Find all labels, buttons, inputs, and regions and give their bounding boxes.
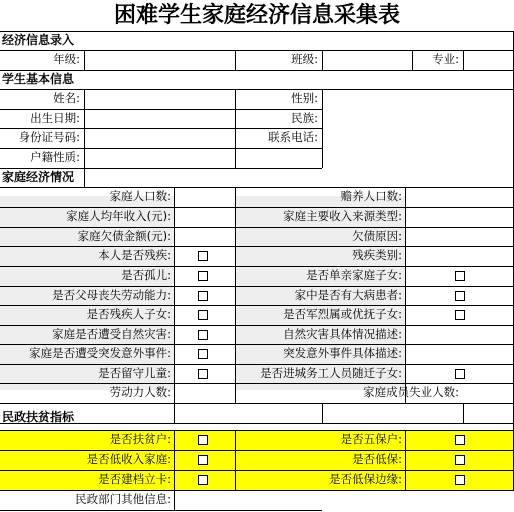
income-source-label: 家庭主要收入来源类型: (283, 209, 402, 223)
registered-card-label: 是否建档立卡: (98, 472, 171, 486)
phone-input[interactable] (323, 129, 513, 147)
id-number-label: 身份证号码: (18, 130, 80, 144)
disabled-child-checkbox[interactable] (198, 310, 208, 320)
disabled-child-label: 是否残疾人子女: (86, 307, 171, 321)
civil-other-label: 民政部门其他信息: (75, 492, 171, 506)
disabled-self-checkbox[interactable] (198, 251, 208, 261)
ethnicity-label: 民族: (291, 111, 318, 125)
min-living-edge-label: 是否低保边缘: (329, 472, 402, 486)
grade-label: 年级: (53, 52, 80, 66)
name-input[interactable] (85, 90, 234, 108)
serious-illness-checkbox[interactable] (455, 291, 465, 301)
martyr-label: 是否军烈属或优抚子女: (283, 307, 402, 321)
five-guarantee-label: 是否五保户: (340, 432, 402, 446)
min-living-checkbox[interactable] (455, 455, 465, 465)
single-parent-label: 是否单亲家庭子女: (306, 268, 402, 282)
name-label: 姓名: (53, 91, 80, 105)
accident-desc-label: 突发意外事件具体描述: (283, 346, 402, 360)
gender-input[interactable] (323, 90, 513, 108)
five-guarantee-checkbox[interactable] (455, 435, 465, 445)
natural-disaster-label: 家庭是否遭受自然灾害: (52, 327, 171, 341)
registered-card-checkbox[interactable] (198, 475, 208, 485)
section-civil-heading: 民政扶贫指标 (2, 410, 75, 424)
natural-disaster-checkbox[interactable] (198, 330, 208, 340)
form-title: 困难学生家庭经济信息采集表 (113, 2, 400, 28)
id-number-input[interactable] (85, 129, 234, 147)
poor-household-label: 是否扶贫户: (109, 432, 171, 446)
min-living-label: 是否低保: (352, 452, 402, 466)
debt-reason-label: 欠债原因: (352, 229, 402, 243)
low-income-label: 是否低收入家庭: (86, 452, 171, 466)
disaster-desc-label: 自然灾害具体情况描述: (283, 327, 402, 341)
grade-input[interactable] (85, 51, 234, 69)
migrant-child-label: 是否进城务工人员随迁子女: (260, 366, 402, 380)
parent-lost-ability-checkbox[interactable] (198, 291, 208, 301)
major-input[interactable] (464, 51, 512, 69)
population-label: 家庭人口数: (109, 189, 171, 203)
migrant-child-checkbox[interactable] (455, 369, 465, 379)
martyr-checkbox[interactable] (455, 310, 465, 320)
serious-illness-label: 家中是否有大病患者: (294, 288, 402, 302)
unemployed-count-label: 家庭成员失业人数: (363, 385, 459, 399)
disability-type-label: 残疾类别: (352, 248, 402, 262)
orphan-checkbox[interactable] (198, 271, 208, 281)
supported-label: 赡养人口数: (340, 189, 402, 203)
accident-checkbox[interactable] (198, 349, 208, 359)
disabled-self-label: 本人是否残疾: (98, 248, 171, 262)
household-input[interactable] (85, 149, 234, 167)
section-family-heading: 家庭经济情况 (2, 170, 75, 184)
parent-lost-ability-label: 是否父母丧失劳动能力: (52, 288, 171, 302)
birth-date-label: 出生日期: (30, 111, 80, 125)
left-behind-checkbox[interactable] (198, 369, 208, 379)
phone-label: 联系电话: (268, 130, 318, 144)
accident-label: 家庭是否遭受突发意外事件: (29, 346, 171, 360)
civil-other-input[interactable] (175, 491, 513, 509)
low-income-checkbox[interactable] (198, 455, 208, 465)
class-input[interactable] (323, 51, 411, 69)
gender-label: 性别: (291, 91, 318, 105)
section-basic-heading: 学生基本信息 (2, 72, 75, 86)
major-label: 专业: (432, 52, 459, 66)
poor-household-checkbox[interactable] (198, 435, 208, 445)
orphan-label: 是否孤儿: (121, 268, 171, 282)
left-behind-label: 是否留守儿童: (98, 366, 171, 380)
income-label: 家庭人均年收入(元): (66, 209, 171, 223)
debt-label: 家庭欠债金额(元): (77, 229, 171, 243)
ethnicity-input[interactable] (323, 110, 513, 127)
household-label: 户籍性质: (30, 150, 80, 164)
min-living-edge-checkbox[interactable] (455, 475, 465, 485)
labor-count-label: 劳动力人数: (109, 385, 171, 399)
section-entry-heading: 经济信息录入 (2, 33, 75, 47)
birth-date-input[interactable] (85, 110, 234, 127)
class-label: 班级: (291, 52, 318, 66)
single-parent-checkbox[interactable] (455, 271, 465, 281)
